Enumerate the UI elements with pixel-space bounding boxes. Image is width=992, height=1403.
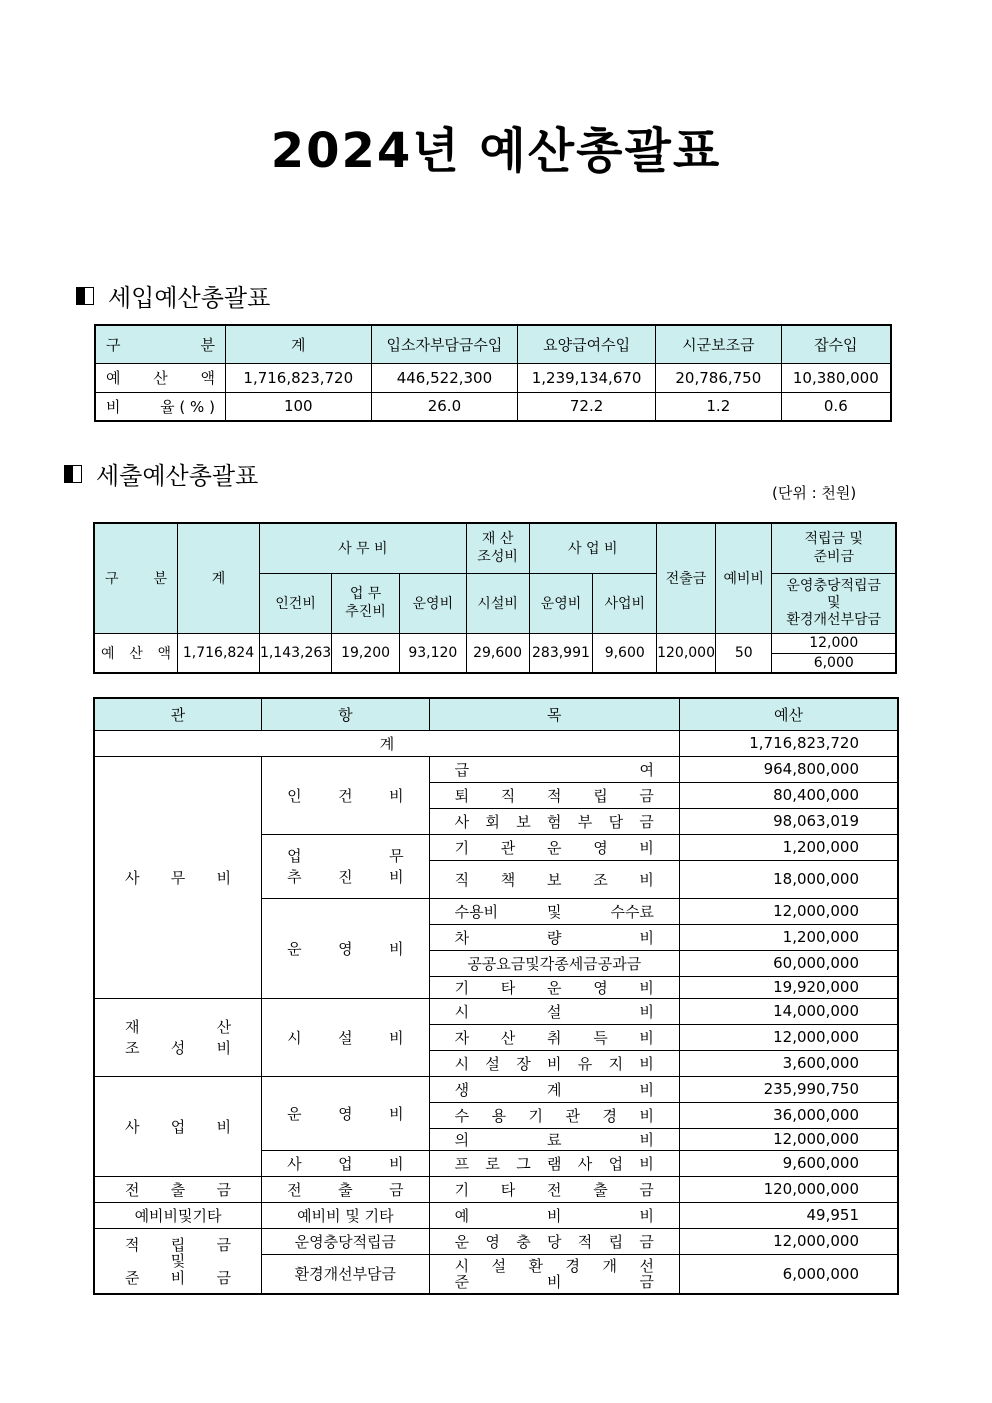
expense-header-asset: 재 산 조성비 [466, 523, 529, 573]
revenue-ratio-resident: 26.0 [371, 392, 518, 421]
revenue-budget-misc: 10,380,000 [781, 363, 891, 392]
value-facility: 14,000,000 [679, 998, 898, 1024]
detail-header-budget: 예산 [679, 698, 898, 730]
value-position: 18,000,000 [679, 860, 898, 898]
revenue-heading-text: 세입예산총괄표 [108, 284, 271, 312]
expense-sub-personnel: 인건비 [259, 573, 331, 633]
table-row [94, 998, 898, 1024]
expense-budget-transfer: 120,000 [657, 633, 716, 673]
page-title: 2024년 예산총괄표 [270, 123, 722, 179]
revenue-budget-care: 1,239,134,670 [518, 363, 656, 392]
expense-budget-reserve: 50 [716, 633, 772, 673]
revenue-header-gubun: 구 분 [95, 325, 225, 363]
revenue-budget-row [95, 363, 891, 392]
table-row [94, 1228, 898, 1254]
hang-transfer: 전 출 금 [262, 1176, 430, 1202]
hang-facility: 시 설 비 [262, 998, 430, 1076]
gwan-office: 사 무 비 [94, 756, 262, 998]
detail-header-gwan: 관 [94, 698, 262, 730]
revenue-header-subsidy: 시군보조금 [655, 325, 781, 363]
gwan-transfer: 전 출 금 [94, 1176, 262, 1202]
value-acquisition: 12,000,000 [679, 1024, 898, 1050]
revenue-ratio-total: 100 [225, 392, 371, 421]
hang-reserve: 예비비 및 기타 [262, 1202, 430, 1228]
revenue-ratio-misc: 0.6 [781, 392, 891, 421]
expense-header-office: 사 무 비 [259, 523, 466, 573]
mok-supplies: 수용비 및 수수료 [429, 898, 679, 924]
expense-budget-fund-2: 6,000 [772, 653, 896, 673]
expense-header-fund: 적립금 및 준비금 [772, 523, 896, 573]
mok-facility: 시 설 비 [429, 998, 679, 1024]
hang-project: 사 업 비 [262, 1150, 430, 1176]
revenue-header-row [95, 325, 891, 363]
mok-utilities: 공공요금및각종세금공과금 [429, 950, 679, 976]
revenue-ratio-label: 비 율 ( % ) [95, 392, 225, 421]
expense-budget-personnel: 1,143,263 [259, 633, 331, 673]
expense-header-business: 사 업 비 [529, 523, 657, 573]
table-row [94, 756, 898, 782]
hang-promotion: 업 무 추 진 비 [262, 834, 430, 898]
expense-sub-facility: 시설비 [466, 573, 529, 633]
revenue-ratio-row [95, 392, 891, 421]
mok-acquisition: 자 산 취 득 비 [429, 1024, 679, 1050]
revenue-budget-label: 예 산 액 [95, 363, 225, 392]
mok-salary: 급 여 [429, 756, 679, 782]
revenue-section-heading [76, 278, 270, 313]
hang-fund-2: 환경개선부담금 [262, 1254, 430, 1294]
expense-budget-b-project: 9,600 [593, 633, 657, 673]
value-medical: 12,000,000 [679, 1128, 898, 1150]
value-utilities: 60,000,000 [679, 950, 898, 976]
value-vehicle: 1,200,000 [679, 924, 898, 950]
expense-heading-text: 세출예산총괄표 [96, 462, 259, 490]
detail-header-hang: 항 [262, 698, 430, 730]
expense-sub-promotion: 업 무 추진비 [332, 573, 400, 633]
expense-header-reserve: 예비비 [716, 523, 772, 633]
table-row [94, 1202, 898, 1228]
revenue-header-total: 계 [225, 325, 371, 363]
expense-budget-b-operation: 283,991 [529, 633, 593, 673]
value-other-operation: 19,920,000 [679, 976, 898, 998]
value-salary: 964,800,000 [679, 756, 898, 782]
expense-budget-promotion: 19,200 [332, 633, 400, 673]
revenue-budget-total: 1,716,823,720 [225, 363, 371, 392]
revenue-header-care: 요양급여수입 [518, 325, 656, 363]
value-fund-2: 6,000,000 [679, 1254, 898, 1294]
hang-operation: 운 영 비 [262, 898, 430, 998]
value-supplies: 12,000,000 [679, 898, 898, 924]
value-maintenance: 3,600,000 [679, 1050, 898, 1076]
expense-budget-facility: 29,600 [466, 633, 529, 673]
revenue-budget-resident: 446,522,300 [371, 363, 518, 392]
expense-sub-b-operation: 운영비 [529, 573, 593, 633]
value-agency: 1,200,000 [679, 834, 898, 860]
section-marker-icon [76, 287, 94, 305]
mok-living: 생 계 비 [429, 1076, 679, 1102]
mok-position: 직 책 보 조 비 [429, 860, 679, 898]
expense-sub-b-project: 사업비 [593, 573, 657, 633]
mok-retirement: 퇴 직 적 립 금 [429, 782, 679, 808]
detail-header-row [94, 698, 898, 730]
mok-medical: 의 료 비 [429, 1128, 679, 1150]
table-row [94, 1176, 898, 1202]
mok-institution: 수 용 기 관 경 비 [429, 1102, 679, 1128]
value-living: 235,990,750 [679, 1076, 898, 1102]
expense-budget-total: 1,716,824 [178, 633, 260, 673]
mok-agency: 기 관 운 영 비 [429, 834, 679, 860]
mok-program: 프 로 그 램 사 업 비 [429, 1150, 679, 1176]
expense-section-heading [64, 456, 258, 491]
detail-total-row [94, 730, 898, 756]
value-reserve: 49,951 [679, 1202, 898, 1228]
detail-total-value: 1,716,823,720 [679, 730, 898, 756]
gwan-reserve: 예비비및기타 [94, 1202, 262, 1228]
gwan-fund: 적 립 금 및 준 비 금 [94, 1228, 262, 1294]
mok-other-operation: 기 타 운 영 비 [429, 976, 679, 998]
revenue-ratio-care: 72.2 [518, 392, 656, 421]
expense-summary-table [93, 522, 897, 674]
expense-sub-operation: 운영비 [399, 573, 466, 633]
expense-header-total: 계 [178, 523, 260, 633]
revenue-header-resident: 입소자부담금수입 [371, 325, 518, 363]
section-marker-icon [64, 465, 82, 483]
revenue-ratio-subsidy: 1.2 [655, 392, 781, 421]
revenue-header-misc: 잡수입 [781, 325, 891, 363]
table-row [94, 1076, 898, 1102]
mok-transfer: 기 타 전 출 금 [429, 1176, 679, 1202]
hang-fund-1: 운영충당적립금 [262, 1228, 430, 1254]
value-insurance: 98,063,019 [679, 808, 898, 834]
gwan-business: 사 업 비 [94, 1076, 262, 1176]
value-fund-1: 12,000,000 [679, 1228, 898, 1254]
mok-fund-1: 운 영 충 당 적 립 금 [429, 1228, 679, 1254]
expense-budget-label: 예 산 액 [94, 633, 178, 673]
detail-header-mok: 목 [429, 698, 679, 730]
unit-label: (단위 : 천원) [772, 484, 857, 502]
detail-total-label: 계 [94, 730, 679, 756]
expense-header-transfer: 전출금 [657, 523, 716, 633]
mok-reserve: 예 비 비 [429, 1202, 679, 1228]
mok-insurance: 사 회 보 험 부 담 금 [429, 808, 679, 834]
value-program: 9,600,000 [679, 1150, 898, 1176]
expense-budget-row [94, 633, 896, 653]
mok-vehicle: 차 량 비 [429, 924, 679, 950]
expense-header-gubun: 구 분 [94, 523, 178, 633]
revenue-budget-subsidy: 20,786,750 [655, 363, 781, 392]
gwan-asset: 재 산 조 성 비 [94, 998, 262, 1076]
value-transfer: 120,000,000 [679, 1176, 898, 1202]
hang-b-operation: 운 영 비 [262, 1076, 430, 1150]
mok-fund-2: 시 설 환 경 개 선 준 비 금 [429, 1254, 679, 1294]
revenue-table [94, 324, 892, 422]
mok-maintenance: 시 설 장 비 유 지 비 [429, 1050, 679, 1076]
value-retirement: 80,400,000 [679, 782, 898, 808]
detail-table [93, 697, 899, 1295]
value-institution: 36,000,000 [679, 1102, 898, 1128]
hang-personnel: 인 건 비 [262, 756, 430, 834]
expense-budget-fund-1: 12,000 [772, 633, 896, 653]
expense-budget-operation: 93,120 [399, 633, 466, 673]
expense-sub-fund: 운영충당적립금 및 환경개선부담금 [772, 573, 896, 633]
